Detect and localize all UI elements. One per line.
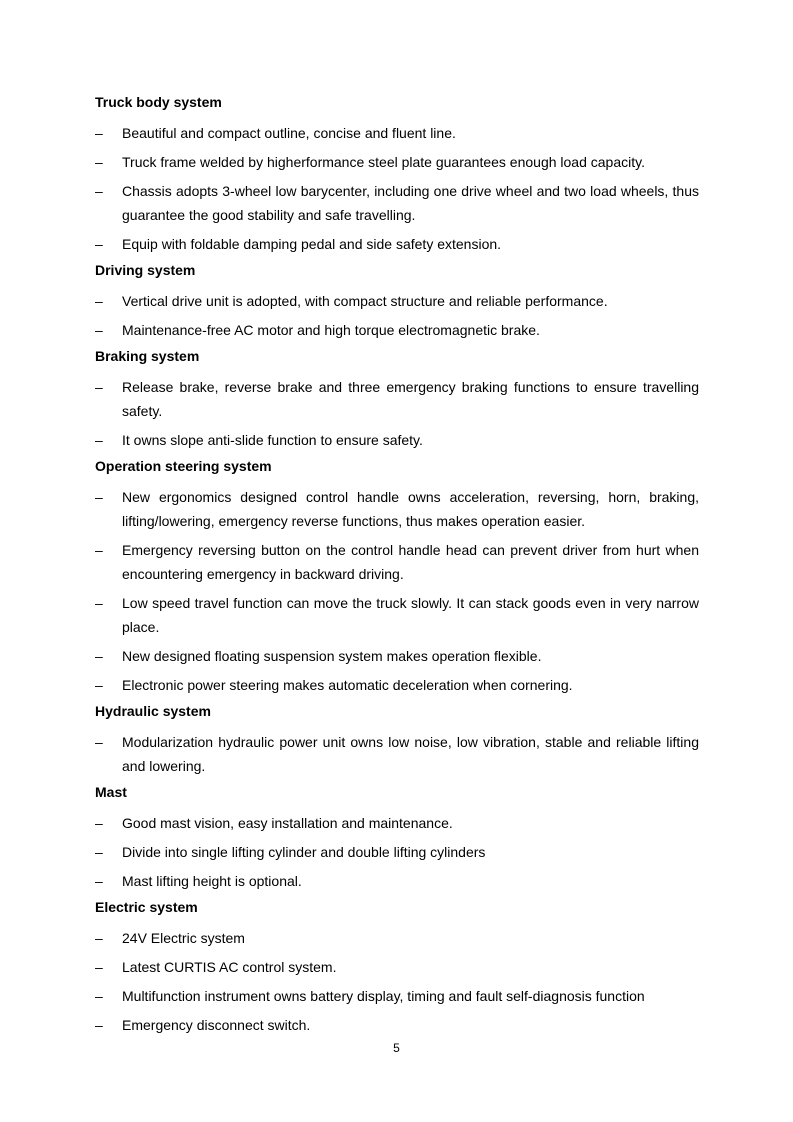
section-hydraulic-system (95, 702, 699, 778)
section-title: Electric system (95, 899, 198, 915)
list-item (95, 811, 699, 835)
section-braking-system (95, 347, 699, 452)
list-item-text: Good mast vision, easy installation and maintenance. (122, 815, 453, 831)
list-item-text: New ergonomics designed control handle owns acceleration, reversing, horn, braking, lifting/lowering, emergency reverse functions, thus makes operation easier. (122, 489, 699, 529)
dash-bullet-icon: – (95, 542, 103, 558)
list-item-text: Beautiful and compact outline, concise and fluent line. (122, 125, 456, 141)
list-item (95, 955, 699, 979)
dash-bullet-icon: – (95, 183, 103, 199)
list-item (95, 485, 699, 533)
bullet-list (95, 121, 699, 256)
dash-bullet-icon: – (95, 432, 103, 448)
dash-bullet-icon: – (95, 677, 103, 693)
list-item (95, 538, 699, 586)
list-item-text: New designed floating suspension system makes operation flexible. (122, 648, 542, 664)
list-item (95, 591, 699, 639)
dash-bullet-icon: – (95, 815, 103, 831)
list-item (95, 179, 699, 227)
section-electric-system (95, 898, 699, 1037)
list-item-text: 24V Electric system (122, 930, 245, 946)
section-title: Braking system (95, 348, 200, 364)
list-item-text: Multifunction instrument owns battery display, timing and fault self-diagnosis function (122, 988, 645, 1004)
page-number: 5 (393, 1041, 400, 1055)
bullet-list (95, 289, 699, 342)
section-truck-body-system (95, 93, 699, 256)
list-item (95, 673, 699, 697)
dash-bullet-icon: – (95, 844, 103, 860)
bullet-list (95, 375, 699, 452)
dash-bullet-icon: – (95, 236, 103, 252)
dash-bullet-icon: – (95, 154, 103, 170)
section-title: Hydraulic system (95, 703, 211, 719)
list-item-text: Emergency disconnect switch. (122, 1017, 311, 1033)
list-item (95, 926, 699, 950)
section-mast (95, 783, 699, 893)
list-item-text: Chassis adopts 3-wheel low barycenter, including one drive wheel and two load wheels, thus guarantee the good stability and safe travelling. (122, 183, 699, 223)
list-item (95, 150, 699, 174)
dash-bullet-icon: – (95, 1017, 103, 1033)
list-item-text: Divide into single lifting cylinder and double lifting cylinders (122, 844, 486, 860)
dash-bullet-icon: – (95, 293, 103, 309)
bullet-list (95, 926, 699, 1037)
dash-bullet-icon: – (95, 125, 103, 141)
list-item-text: It owns slope anti-slide function to ensure safety. (122, 432, 423, 448)
list-item (95, 840, 699, 864)
dash-bullet-icon: – (95, 959, 103, 975)
list-item (95, 869, 699, 893)
dash-bullet-icon: – (95, 734, 103, 750)
list-item-text: Mast lifting height is optional. (122, 873, 302, 889)
list-item-text: Modularization hydraulic power unit owns low noise, low vibration, stable and reliable lifting and lowering. (122, 734, 699, 774)
list-item-text: Low speed travel function can move the truck slowly. It can stack goods even in very narrow place. (122, 595, 699, 635)
list-item (95, 289, 699, 313)
document-page (95, 93, 699, 1042)
list-item-text: Latest CURTIS AC control system. (122, 959, 337, 975)
list-item-text: Equip with foldable damping pedal and side safety extension. (122, 236, 502, 252)
list-item (95, 318, 699, 342)
section-title: Operation steering system (95, 458, 272, 474)
list-item-text: Vertical drive unit is adopted, with compact structure and reliable performance. (122, 293, 608, 309)
list-item (95, 232, 699, 256)
list-item (95, 644, 699, 668)
list-item (95, 375, 699, 423)
bullet-list (95, 730, 699, 778)
dash-bullet-icon: – (95, 988, 103, 1004)
dash-bullet-icon: – (95, 489, 103, 505)
dash-bullet-icon: – (95, 930, 103, 946)
list-item-text: Release brake, reverse brake and three emergency braking functions to ensure travelling safety. (122, 379, 699, 419)
section-title: Truck body system (95, 94, 222, 110)
section-operation-steering-system (95, 457, 699, 697)
list-item-text: Maintenance-free AC motor and high torque electromagnetic brake. (122, 322, 540, 338)
list-item-text: Electronic power steering makes automatic deceleration when cornering. (122, 677, 573, 693)
list-item (95, 984, 699, 1008)
list-item (95, 428, 699, 452)
list-item (95, 730, 699, 778)
list-item-text: Truck frame welded by higherformance steel plate guarantees enough load capacity. (122, 154, 645, 170)
dash-bullet-icon: – (95, 322, 103, 338)
dash-bullet-icon: – (95, 379, 103, 395)
dash-bullet-icon: – (95, 873, 103, 889)
list-item (95, 1013, 699, 1037)
section-title: Mast (95, 784, 127, 800)
bullet-list (95, 485, 699, 697)
bullet-list (95, 811, 699, 893)
dash-bullet-icon: – (95, 595, 103, 611)
section-title: Driving system (95, 262, 196, 278)
dash-bullet-icon: – (95, 648, 103, 664)
list-item-text: Emergency reversing button on the control handle head can prevent driver from hurt when encountering emergency in backward driving. (122, 542, 699, 582)
section-driving-system (95, 261, 699, 342)
list-item (95, 121, 699, 145)
